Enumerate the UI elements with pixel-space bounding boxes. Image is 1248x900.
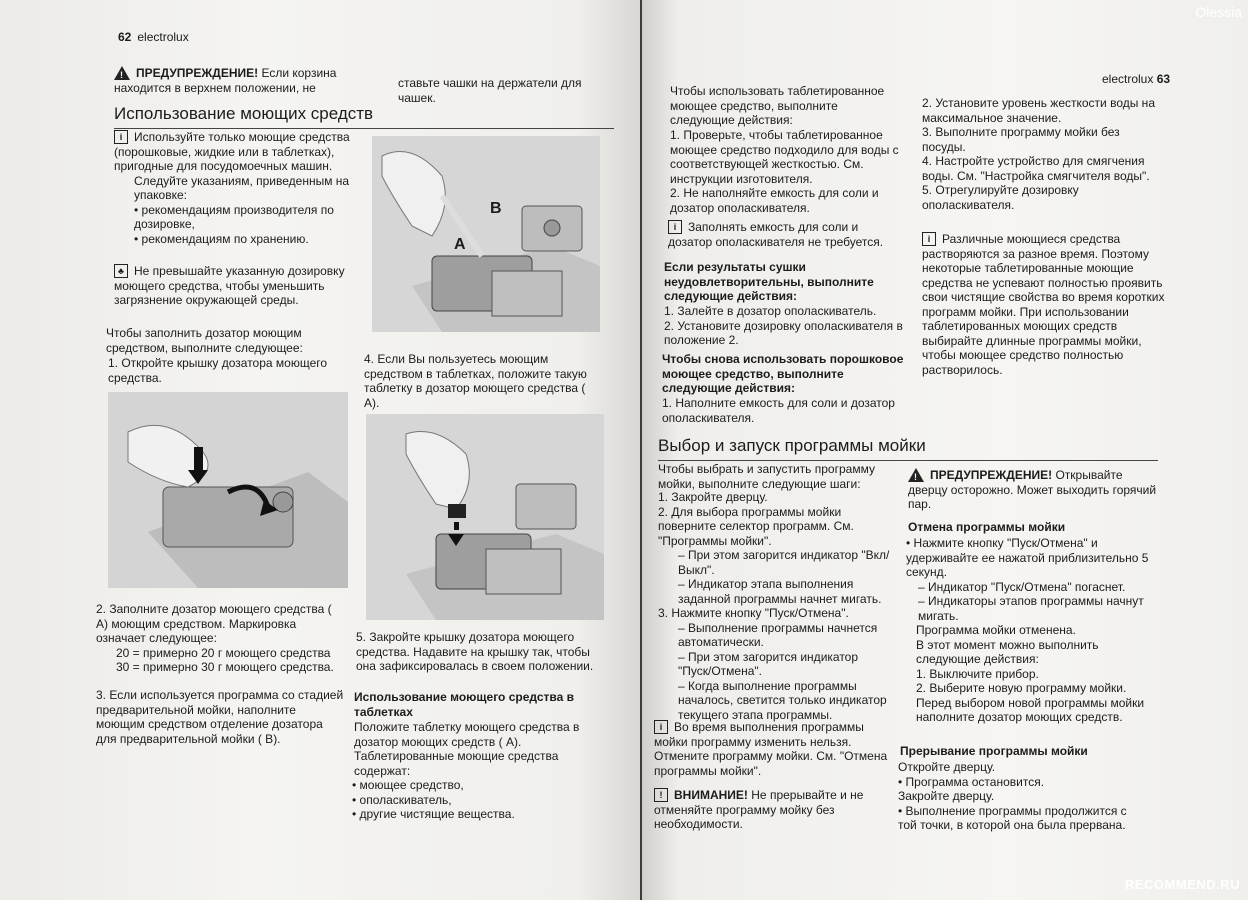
right-header [1102,72,1176,86]
tablets-bullet: • ополаскиватель, [352,792,452,807]
step-2-block [96,602,346,675]
fill-dispenser-drawing [372,136,600,332]
warning-icon [114,66,130,80]
col2-steps [922,96,1164,212]
warning-continued: ставьте чашки на держатели для чашек. [398,76,582,105]
start-step: 2. Для выбора программы мойки поверните селектор программ. См. "Программы мойки". [658,504,854,548]
powder-title: Чтобы снова использовать порошковое моющее средство, выполните следующие действия: [662,352,904,395]
eco-text: Не превышайте указанную дозировку моющего средства, чтобы уменьшить загрязнение окружающей среды. [114,264,345,307]
powder-step: 1. Наполните емкость для соли и дозатор ополаскивателя. [662,396,895,425]
info-bullet: • рекомендациям производителя по дозировке, [134,202,334,231]
bad-step: 2. Установите дозировку ополаскивателя в положение 2. [664,318,903,347]
step-2-marking-30: 30 = примерно 30 г моющего средства. [116,660,334,674]
illustration-fill-dispenser [372,136,600,332]
tab-step: 2. Не наполняйте емкость для соли и дозатор ополаскивателя. [670,186,879,215]
section-rule [658,460,1158,461]
tablets-text: Положите таблетку моющего средства в дозатор моющих средств ( A). Таблетированные моющие средства содержат: [354,720,580,778]
start-substep: – Выполнение программы начнется автоматически. [678,620,878,649]
step-2: 2. Заполните дозатор моющего средства ( A) моющим средством. Маркировка означает следующее: [96,602,332,645]
attention-icon: ! [654,788,668,802]
cancel-line: • Нажмите кнопку "Пуск/Отмена" и удерживайте ее нажатой приблизительно 5 секунд. [906,536,1149,579]
step-2-marking-20: 20 = примерно 20 г моющего средства [116,645,331,660]
start-substep: – Индикатор этапа выполнения заданной программы начнет мигать. [678,577,882,606]
start-steps [658,490,894,722]
cancel-title: Отмена программы мойки [908,520,1066,534]
pause-lines [898,760,1148,833]
warning-block [114,66,364,95]
start-info-text: Во время выполнения программы мойки программу изменить нельзя. Отмените программу мойки. См. "Отмена программы мойки". [654,720,888,778]
open-lid-drawing [108,392,348,588]
bad-steps [664,304,904,348]
warning2-block [908,468,1160,512]
cancel-line: – Индикатор "Пуск/Отмена" погаснет. [918,579,1126,594]
warning-icon [908,468,924,482]
warning-label: ПРЕДУПРЕЖДЕНИЕ! [136,66,259,80]
col2-step: 5. Отрегулируйте дозировку ополаскивателя. [922,183,1079,212]
step-3: 3. Если используется программа со стадией предварительной мойки, наполните моющим средством отделение дозатора для предварительной мойки ( B). [96,688,344,746]
info-icon: i [114,130,128,144]
recommend-logo: RECOMMEND.RU [1124,877,1240,892]
start-step: 1. Закройте дверцу. [658,490,768,504]
cancel-line: Программа мойки отменена. [916,623,1076,637]
info-text2: Следуйте указаниям, приведенным на упаковке: [134,173,350,202]
warning-text: Если корзина находится в верхнем положении, не [114,66,337,95]
brand-name: electrolux [1102,72,1154,86]
info-bullet: • рекомендациям по хранению. [134,231,309,246]
illustration-open-lid [108,392,348,588]
warning2-text: Открывайте дверцу осторожно. Может выходить горячий пар. [908,468,1157,511]
tab-steps [670,128,902,215]
tablet-drawing [366,414,604,620]
pause-line: • Программа остановится. [898,774,1045,789]
cancel-line: В этот момент можно выполнить следующие действия: [916,637,1099,666]
tablets-title: Использование моющего средства в таблетках [354,690,574,719]
watermark-username: Olessia [1195,4,1242,20]
start-substep: – При этом загорится индикатор "Пуск/Отмена". [678,649,859,678]
label-a: A [454,236,466,253]
tablets-bullet: • моющее средство, [352,778,464,792]
info-block [114,130,354,246]
pause-line: • Выполнение программы продолжится с той точки, в которой она была прервана. [898,803,1127,832]
pause-line: Откройте дверцу. [898,760,996,774]
bad-results-title: Если результаты сушки неудовлетворительны, выполните следующие действия: [664,260,874,303]
col2-step: 3. Выполните программу мойки без посуды. [922,125,1120,154]
eco-block [114,264,354,308]
cancel-line: 1. Выключите прибор. [916,666,1039,681]
tab-step: 1. Проверьте, чтобы таблетированное моющее средство подходило для воды с соответствующей жесткостью. См. инструкции изготовителя. [670,128,899,186]
attention-label: ВНИМАНИЕ! [674,788,748,802]
section-title-detergents: Использование моющих средств [114,104,374,123]
tablets-bullet-text: другие чистящие вещества. [359,807,515,821]
start-substep: – При этом загорится индикатор "Вкл/Выкл". [678,548,890,577]
page-number: 63 [1156,72,1171,86]
warning2-label: ПРЕДУПРЕЖДЕНИЕ! [930,468,1053,482]
brand-name: electrolux [137,30,189,44]
col2-info [922,232,1166,377]
attention-text: Не прерывайте и не отменяйте программу мойку без необходимости. [654,788,864,831]
pause-title: Прерывание программы мойки [900,744,1088,758]
tablets-bullet: • другие чистящие вещества. [352,807,515,821]
tab-intro: Чтобы использовать таблетированное моющее средство, выполните следующие действия: [670,84,885,127]
label-b: B [490,200,502,217]
tab-info-text: Заполнять емкость для соли и дозатор ополаскивателя не требуется. [668,220,884,249]
start-intro: Чтобы выбрать и запустить программу мойки, выполните следующие шаги: [658,462,875,491]
attention-block [654,788,894,832]
start-substep: – Когда выполнение программы началось, светится только индикатор текущего этапа программы. [678,678,887,722]
info-text: Используйте только моющие средства (порошковые, жидкие или в таблетках), пригодные для посудомоечных машин. [114,130,350,173]
col2-step: 4. Настройте устройство для смягчения воды. См. "Настройка смягчителя воды". [922,154,1150,183]
tab-info [668,220,904,249]
eco-leaf-icon: ♣ [114,264,128,278]
col2-info-text: Различные моющиеся средства растворяются за разное время. Поэтому некоторые таблетированные моющие средства не успевают полностью проявить свои чистящие свойства во время коротких программ мойки. При использовании таблетированных моющих средств выбирайте длинные программы мойки, чтобы моющее средство полностью растворилось. [922,232,1165,377]
start-info [654,720,894,778]
tablets-bullet-text: моющее средство, [359,778,464,792]
info-icon: i [654,720,668,734]
info-bullet-text: рекомендациям производителя по дозировке, [134,202,334,231]
illustration-tablet [366,414,604,620]
fill-intro: Чтобы заполнить дозатор моющим средством, выполните следующее: [106,326,303,355]
left-header [118,30,189,44]
step-1: 1. Откройте крышку дозатора моющего средства. [108,356,328,385]
section-title-start: Выбор и запуск программы мойки [658,436,926,455]
info-icon: i [922,232,936,246]
pause-line: Закройте дверцу. [898,789,995,803]
tablets-bullets [352,778,602,822]
cancel-lines [906,536,1156,725]
step-5: 5. Закройте крышку дозатора моющего средства. Надавите на крышку так, чтобы она зафиксировалась в своем положении. [356,630,594,673]
info-bullet-text: рекомендациям по хранению. [141,231,309,246]
info-icon: i [668,220,682,234]
right-page [642,0,1248,900]
cancel-line: – Индикаторы этапов программы начнут мигать. [918,594,1144,623]
tablets-bullet-text: ополаскиватель, [359,792,452,807]
step-4: 4. Если Вы пользуетесь моющим средством в таблетках, положите такую таблетку в дозатор моющего средства ( A). [364,352,587,410]
cancel-line: 2. Выберите новую программу мойки. Перед выбором новой программы мойки наполните дозатор моющих средств. [916,681,1145,724]
section-rule [114,128,614,129]
page-number: 62 [118,30,132,44]
bad-step: 1. Залейте в дозатор ополаскиватель. [664,304,877,318]
start-step: 3. Нажмите кнопку "Пуск/Отмена". [658,606,849,620]
col2-step: 2. Установите уровень жесткости воды на максимальное значение. [922,96,1155,125]
